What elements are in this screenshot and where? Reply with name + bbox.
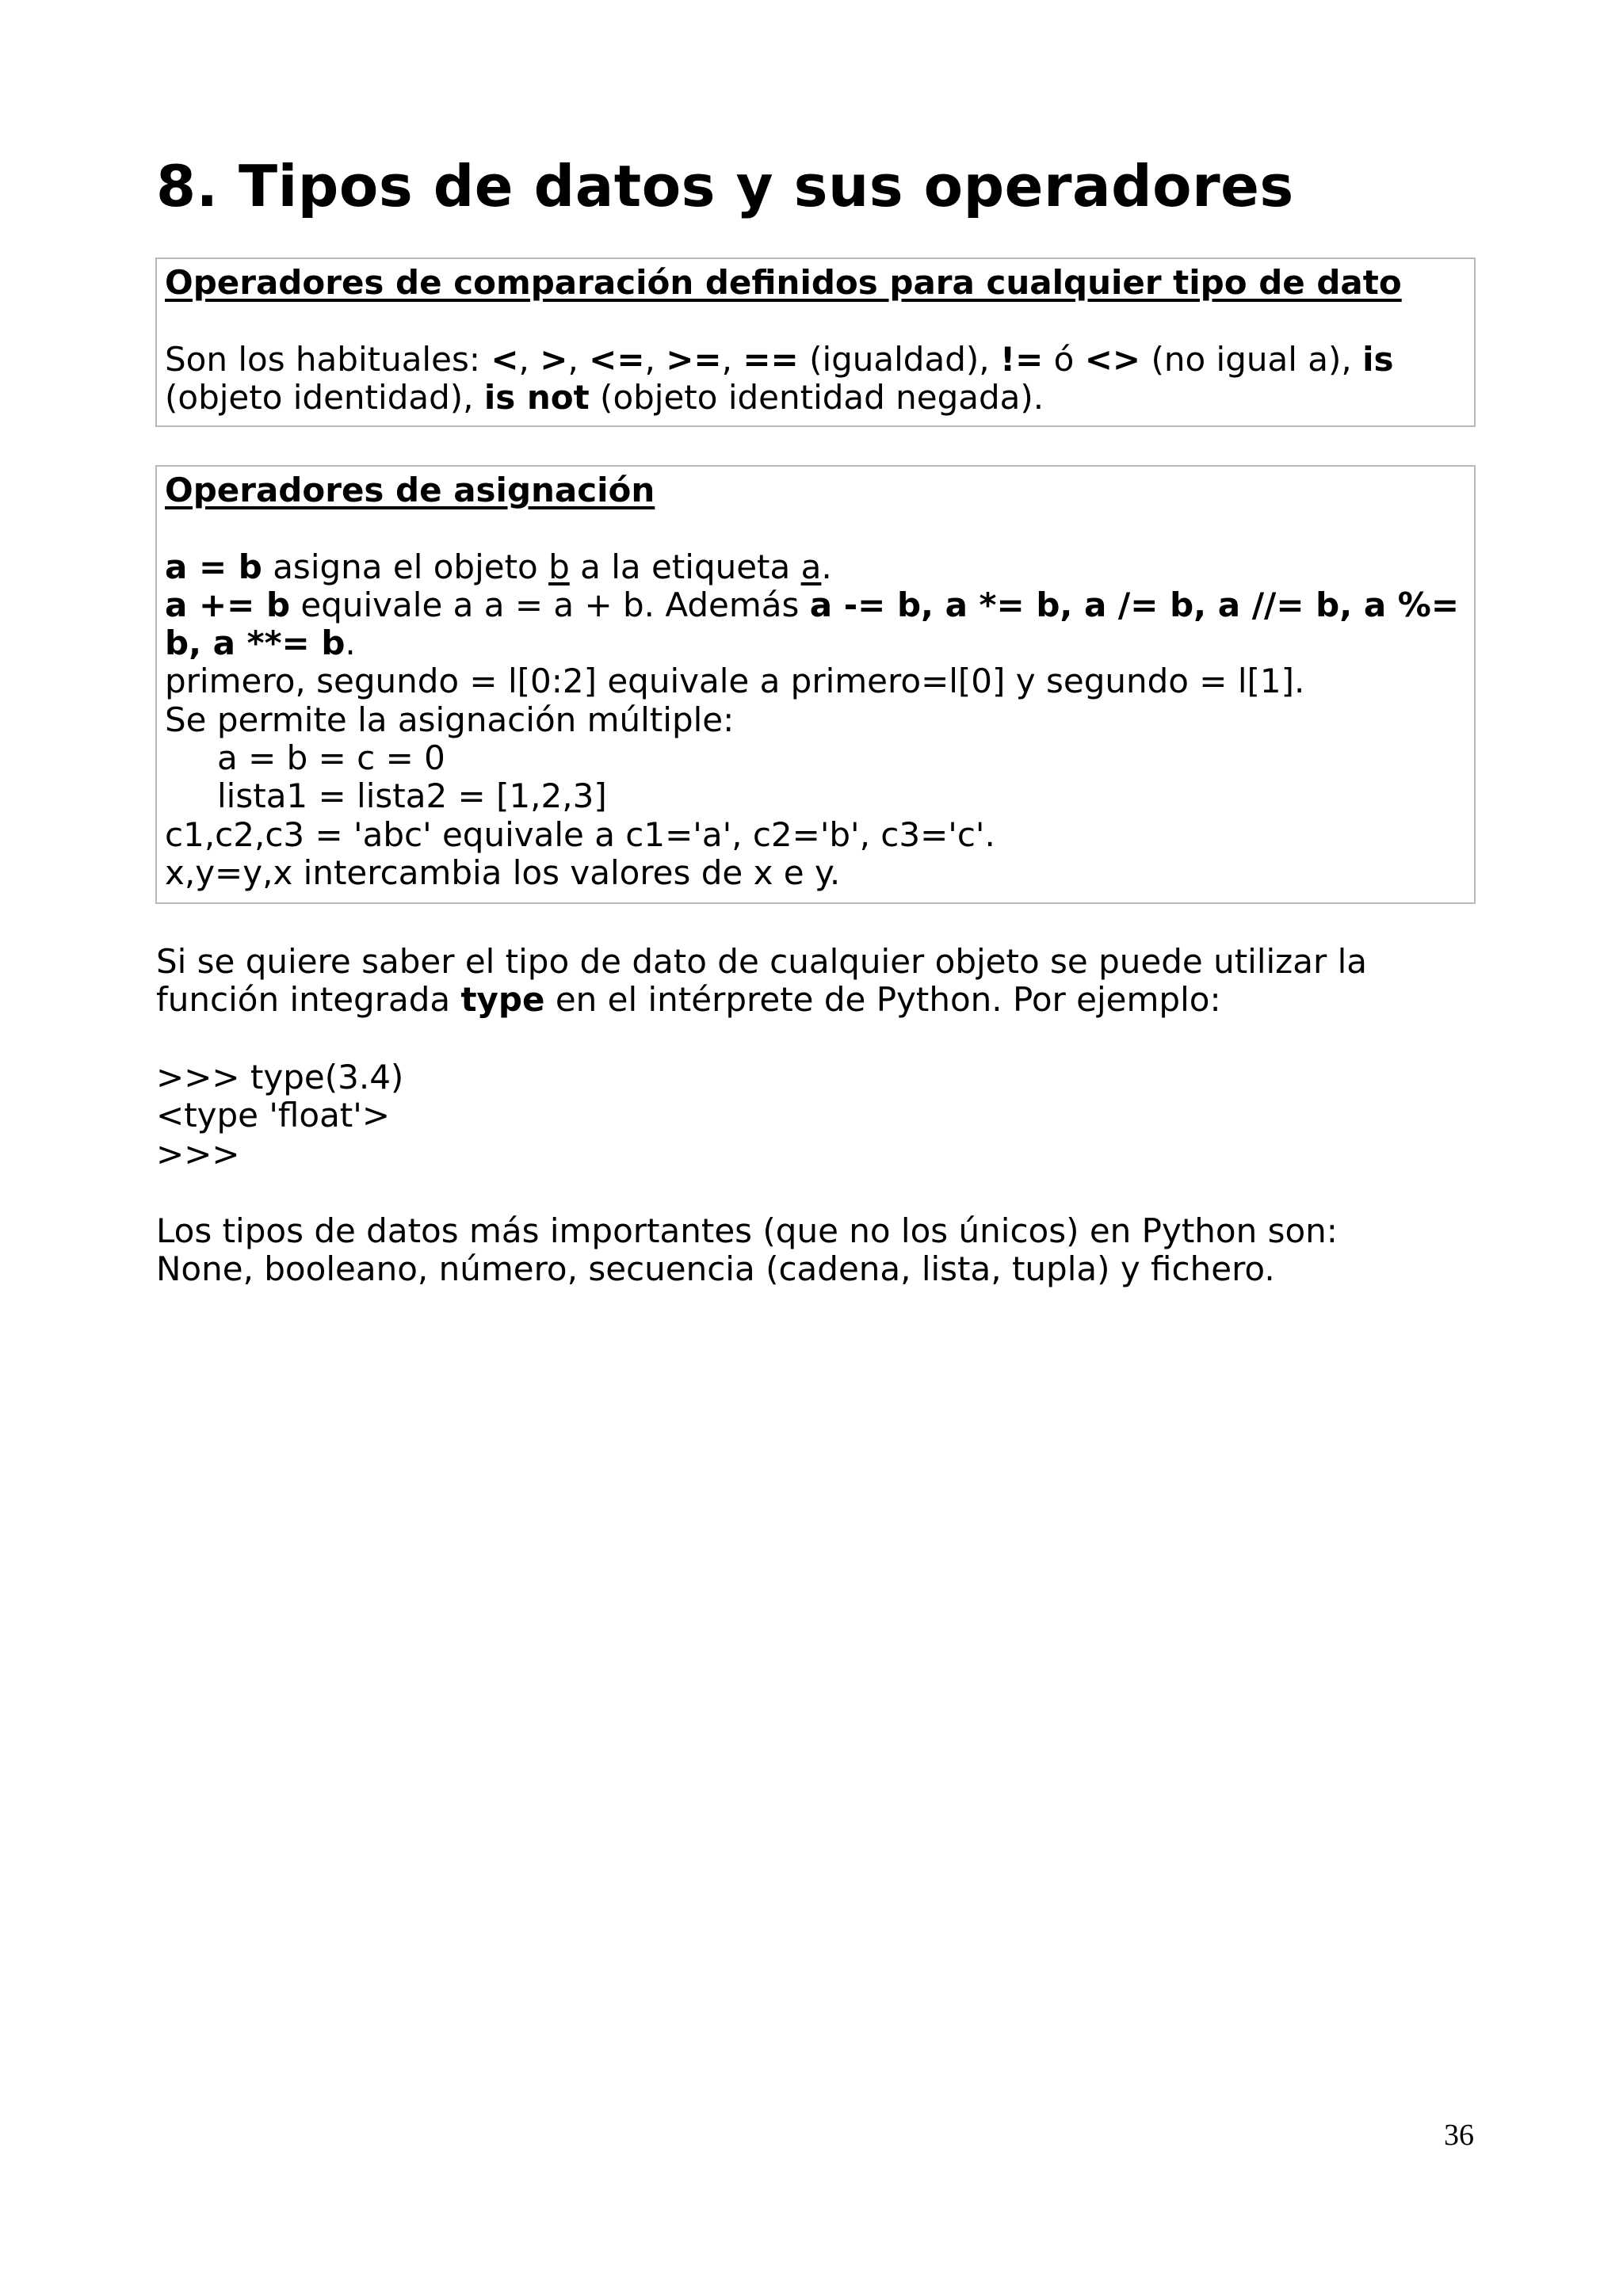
assignment-line-4: primero, segundo = l[0:2] equivale a primero=l[0] y segundo = l[1]. — [165, 662, 1305, 701]
text-fragment: función integrada — [156, 980, 461, 1020]
op-ne: != — [999, 339, 1044, 379]
page-title: 8. Tipos de datos y sus operadores — [156, 153, 1294, 219]
type-keyword: type — [460, 980, 545, 1020]
assignment-line-2 — [165, 586, 1468, 624]
separator: , — [644, 339, 666, 379]
type-paragraph — [156, 943, 1367, 1020]
interpreter-line: >>> — [156, 1134, 240, 1173]
assign-compound-list: a -= b, a *= b, a /= b, a //= b, a %= — [809, 585, 1460, 624]
assign-add: a += b — [165, 585, 291, 624]
assignment-operators-box — [155, 465, 1476, 904]
assignment-line-8: c1,c2,c3 = 'abc' equivale a c1='a', c2='b', c3='c'. — [165, 814, 995, 854]
assignment-line-5: Se permite la asignación múltiple: — [165, 700, 735, 739]
interpreter-example — [156, 1058, 403, 1173]
underlined-a: a — [800, 547, 822, 586]
comparison-line-2 — [165, 379, 1468, 417]
comparison-intro: Son los habituales: — [165, 339, 491, 379]
assign-simple: a = b — [165, 547, 262, 586]
op-eq: == — [743, 339, 799, 379]
op-gt: > — [540, 339, 568, 379]
page-number: 36 — [1444, 2119, 1474, 2152]
paragraph-line: Los tipos de datos más importantes (que no los únicos) en Python son: — [156, 1211, 1338, 1250]
underlined-b: b — [548, 547, 570, 586]
text-fragment: . — [345, 624, 356, 663]
paragraph-line: Si se quiere saber el tipo de dato de cualquier objeto se puede utilizar la — [156, 942, 1367, 981]
separator: , — [721, 339, 743, 379]
paragraph-line — [156, 981, 1367, 1019]
comparison-operators-box — [155, 257, 1476, 427]
comparison-box-heading: Operadores de comparación definidos para cualquier tipo de dato — [165, 263, 1402, 302]
ne-description: (no igual a), — [1140, 339, 1363, 379]
op-ge: >= — [666, 339, 722, 379]
text-fragment: . — [821, 547, 832, 586]
is-not-description: (objeto identidad negada). — [589, 377, 1044, 417]
assignment-example-1: a = b = c = 0 — [217, 738, 445, 778]
op-ne-alt: <> — [1084, 339, 1141, 379]
separator: , — [567, 339, 590, 379]
op-le: <= — [589, 339, 645, 379]
text-fragment: en el intérprete de Python. Por ejemplo: — [544, 980, 1221, 1020]
op-is: is — [1362, 339, 1394, 379]
assignment-line-1 — [165, 548, 1468, 586]
spacer — [165, 509, 1468, 547]
op-is-not: is not — [483, 377, 590, 417]
interpreter-line: <type 'float'> — [156, 1096, 391, 1135]
is-description: (objeto identidad), — [165, 377, 484, 417]
comparison-line-1 — [165, 341, 1468, 379]
assignment-box-heading: Operadores de asignación — [165, 471, 655, 509]
text-fragment: asigna el objeto — [262, 547, 549, 586]
interpreter-line: >>> type(3.4) — [156, 1058, 404, 1097]
text-fragment: a la etiqueta — [569, 547, 801, 586]
text-fragment: equivale a a = a + b. Además — [290, 585, 810, 624]
assignment-example-2: lista1 = lista2 = [1,2,3] — [217, 776, 607, 816]
paragraph-line: None, booleano, número, secuencia (cadena, lista, tupla) y fichero. — [156, 1249, 1275, 1289]
spacer — [165, 302, 1468, 340]
eq-description: (igualdad), — [798, 339, 1000, 379]
data-types-paragraph — [156, 1212, 1338, 1289]
assignment-line-9: x,y=y,x intercambia los valores de x e y. — [165, 852, 841, 892]
assign-compound-list-end: b, a **= b — [165, 624, 346, 663]
or-text: ó — [1043, 339, 1085, 379]
assignment-line-3 — [165, 624, 1468, 662]
op-lt: < — [491, 339, 519, 379]
separator: , — [518, 339, 540, 379]
